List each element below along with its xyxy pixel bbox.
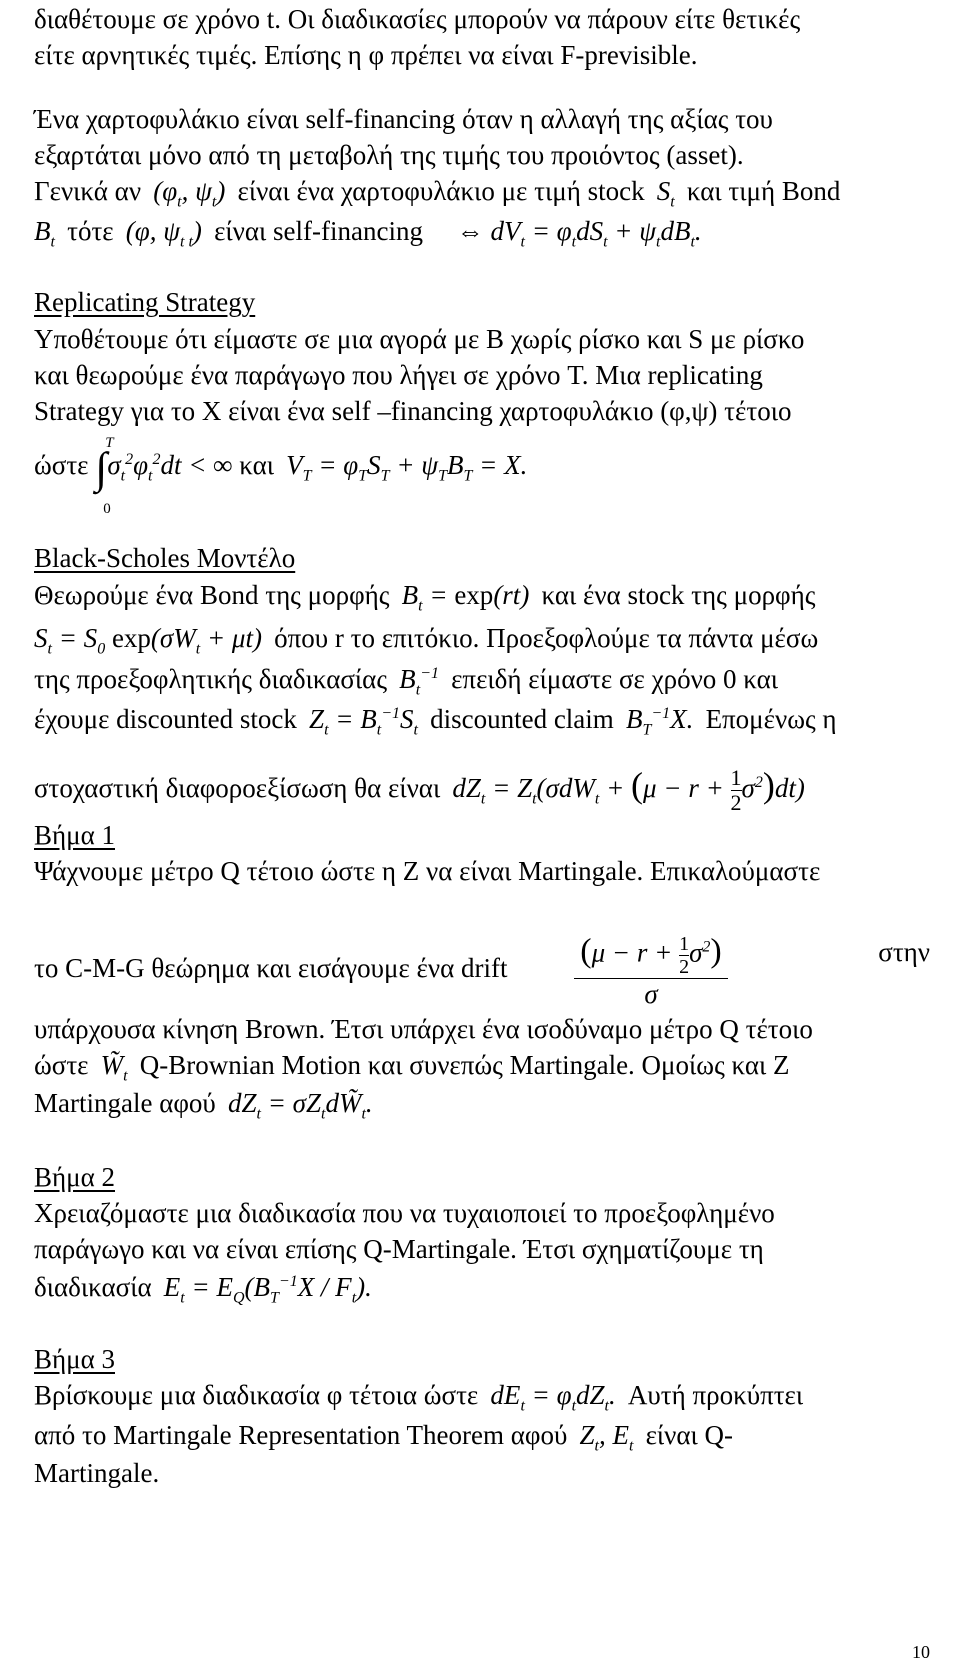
text-line: το C-M-G θεώρημα και εισάγουμε ένα drift (μ − r + $\frac{1}{2}$ $\sigma^2$) σ στην	[34, 932, 930, 1009]
text-line: από το Martingale Representation Theorem αφού $Z_t$, $E_t$ είναι Q-	[34, 1420, 734, 1455]
math-discount: $B_t^{-1}$	[393, 664, 439, 699]
text-line: Strategy για το X είναι ένα self –financing χαρτοφυλάκιο (φ,ψ) τέτοιο	[34, 396, 792, 426]
section-heading: Βήμα 2	[34, 1162, 115, 1192]
math-portfolio: ($\varphi_t$, $\psi_t$)	[147, 176, 231, 211]
text-line: Martingale αφού $dZ_t$ = $\sigma Z_tdW̃_t$.	[34, 1088, 373, 1123]
math-discounted-stock: $Z_t = B_t^{-1}S_t$	[303, 704, 418, 739]
text-line: Martingale.	[34, 1458, 160, 1488]
section-heading: Βήμα 1	[34, 820, 115, 850]
section-heading: Black-Scholes Μοντέλο	[34, 543, 296, 573]
math-bond: $B_t$	[34, 216, 55, 251]
text-line: Θεωρούμε ένα Bond της μορφής $B_t = \exp(rt)$ και ένα stock της μορφής	[34, 580, 816, 615]
math-integral: ∫ T 0 $\sigma_t^2\varphi_t^2dt$ < ∞	[95, 435, 240, 517]
math-portfolio-pair: (φ, $\psi_{t t}$)	[120, 216, 208, 251]
math-self-financing-eq: ⇔ $dV_t = \varphi_tdS_t + \psi_tdB_t$.	[429, 216, 702, 251]
section-heading: Βήμα 3	[34, 1344, 115, 1374]
math-stock: $S_t$	[651, 176, 675, 211]
section-heading: Replicating Strategy	[34, 287, 256, 317]
text-line: Υποθέτουμε ότι είμαστε σε μια αγορά με B χωρίς ρίσκο και S με ρίσκο	[34, 324, 805, 354]
text-line: της προεξοφλητικής διαδικασίας $B_t^{-1}$ επειδή είμαστε σε χρόνο 0 και	[34, 664, 779, 699]
text-line: εξαρτάται μόνο από τη μεταβολή της τιμής του προιόντος (asset).	[34, 140, 744, 170]
text-line: ώστε $W̃_t$ Q-Brownian Motion και συνεπώς Martingale. Ομοίως και Z	[34, 1050, 790, 1085]
text-line: Βρίσκουμε μια διαδικασία φ τέτοια ώστε $dE_t = \varphi_tdZ_t$. Αυτή προκύπτει	[34, 1380, 804, 1415]
text-line: έχουμε discounted stock $Z_t = B_t^{-1}S_t$ discounted claim $B_T^{-1}X$. Επομένως η	[34, 704, 837, 739]
math-process-e: $E_t = E_Q(B_T^{-1}X / F_t)$.	[158, 1272, 372, 1307]
text-line: Χρειαζόμαστε μια διαδικασία που να τυχαιοποιεί το προεξοφλημένο	[34, 1198, 775, 1228]
page-number: 10	[912, 1642, 930, 1662]
text-line: στοχαστική διαφοροεξίσωση θα είναι $dZ_t = Z_t(\sigma dW_t + (\mu - r$ + $\frac{1}{2}$ $\sigma^2)dt$)	[34, 765, 805, 816]
text-line: παράγωγο και να είναι επίσης Q-Martingale. Έτσι σχηματίζουμε τη	[34, 1234, 764, 1264]
text-line: ώστε ∫ T 0 $\sigma_t^2\varphi_t^2dt$ < ∞ και $V_T = \varphi_TS_T + \psi_TB_T = X$.	[34, 435, 528, 517]
math-stock-exp: $S_t = S_0$ $\exp(\sigma W_t + \mu t)$	[34, 623, 268, 658]
text-line: είτε αρνητικές τιμές. Επίσης η φ πρέπει να είναι F-previsible.	[34, 40, 698, 70]
math-sde: $dZ_t = Z_t(\sigma dW_t + (\mu - r$ + $\frac{1}{2}$ $\sigma^2)dt$)	[446, 765, 805, 816]
math-martingale-z: $dZ_t$ = $\sigma Z_tdW̃_t$.	[222, 1088, 373, 1123]
math-replication-eq: $V_T = \varphi_TS_T + \psi_TB_T = X$.	[280, 450, 528, 485]
math-w-tilde: $W̃_t$	[95, 1050, 128, 1085]
math-bond-exp: $B_t = \exp(rt)$	[396, 580, 535, 615]
math-ze: $Z_t$, $E_t$	[574, 1420, 634, 1455]
text-line: και θεωρούμε ένα παράγωγο που λήγει σε χρόνο T. Μια replicating	[34, 360, 763, 390]
math-drift: (μ − r + $\frac{1}{2}$ $\sigma^2$) σ	[574, 933, 727, 1009]
math-discounted-claim: $B_T^{-1}X$.	[620, 704, 699, 739]
text-line: Ψάχνουμε μέτρο Q τέτοιο ώστε η Z να είναι Martingale. Επικαλούμαστε	[34, 856, 821, 886]
text-line: Ένα χαρτοφυλάκιο είναι self-financing όταν η αλλαγή της αξίας του	[34, 104, 773, 134]
text-line: Γενικά αν ($\varphi_t$, $\psi_t$) είναι ένα χαρτοφυλάκιο με τιμή stock $S_t$ και τιμή Bond	[34, 176, 841, 211]
text-line: $B_t$ τότε (φ, $\psi_{t t}$) είναι self-financing ⇔ $dV_t = \varphi_tdS_t + \psi_tdB_t$.	[34, 216, 702, 251]
text-line: υπάρχουσα κίνηση Brown. Έτσι υπάρχει ένα ισοδύναμο μέτρο Q τέτοιο	[34, 1014, 813, 1044]
text-line: $S_t = S_0$ $\exp(\sigma W_t + \mu t)$ όπου r το επιτόκιο. Προεξοφλούμε τα πάντα μέσω	[34, 623, 819, 658]
text-line: διαθέτουμε σε χρόνο t. Οι διαδικασίες μπορούν να πάρουν είτε θετικές	[34, 4, 801, 34]
text-line: διαδικασία $E_t = E_Q(B_T^{-1}X / F_t)$.	[34, 1272, 372, 1307]
math-de: $dE_t = \varphi_tdZ_t$.	[485, 1380, 622, 1415]
